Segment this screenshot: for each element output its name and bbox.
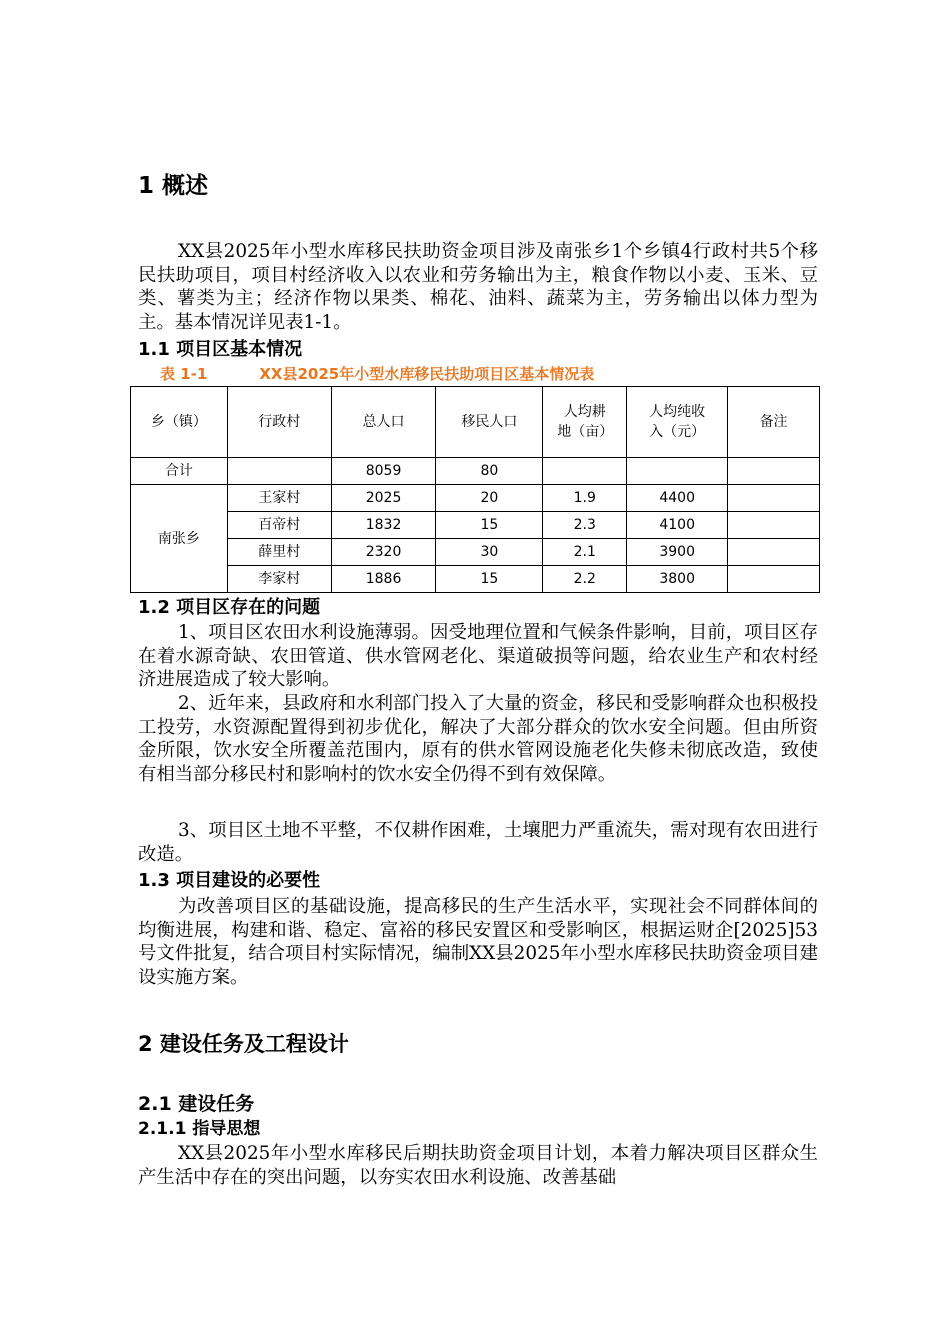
table-cell [227, 458, 331, 485]
section-2-1-heading: 2.1 建设任务 [138, 1093, 255, 1115]
table-header-row [131, 387, 820, 458]
section-1-intro: XX县2025年小型水库移民扶助资金项目涉及南张乡1个乡镇4行政村共5个移民扶助项目，项目村经济收入以农业和劳务输出为主，粮食作物以小麦、玉米、豆类、薯类为主；经济作物以果类、棉花、油料、蔬菜为主，劳务输出以体力型为主。基本情况详见表1-1。 [138, 241, 818, 333]
table-row [131, 512, 820, 539]
table-cell: 薛里村 [227, 539, 331, 566]
table-cell: 3900 [627, 539, 728, 566]
table-cell: 1.9 [543, 485, 627, 512]
table-header-cell: 行政村 [227, 387, 331, 458]
table-header-cell: 乡（镇） [131, 387, 228, 458]
table-cell: 1832 [331, 512, 436, 539]
table-row [131, 485, 820, 512]
table-cell [728, 485, 820, 512]
table-total-row [131, 458, 820, 485]
table-cell [728, 539, 820, 566]
section-1-1-heading: 1.1 项目区基本情况 [138, 339, 303, 360]
table-header-cell: 人均耕地（亩） [543, 387, 627, 458]
table-township-cell: 南张乡 [131, 485, 228, 593]
table-caption-label: 表 1-1 [160, 365, 208, 383]
table-cell [728, 566, 820, 593]
table-cell: 2320 [331, 539, 436, 566]
table-cell: 15 [436, 566, 543, 593]
table-cell: 百帝村 [227, 512, 331, 539]
table-cell: 2025 [331, 485, 436, 512]
section-2-1-1-heading: 2.1.1 指导思想 [138, 1119, 261, 1139]
table-cell: 4400 [627, 485, 728, 512]
table-header-cell: 人均纯收入（元） [627, 387, 728, 458]
section-1-3-heading: 1.3 项目建设的必要性 [138, 870, 321, 891]
table-cell: 4100 [627, 512, 728, 539]
table-cell [728, 458, 820, 485]
table-cell [627, 458, 728, 485]
table-caption-title: XX县2025年小型水库移民扶助项目区基本情况表 [259, 365, 595, 383]
section-1-2-para-2: 2、近年来，县政府和水利部门投入了大量的资金，移民和受影响群众也积极投工投劳，水资源配置得到初步优化，解决了大部分群众的饮水安全问题。但由所资金所限，饮水安全所覆盖范围内，原有的供水管网设施老化失修未彻底改造，致使有相当部分移民村和影响村的饮水安全仍得不到有效保障。 [138, 693, 818, 785]
section-2-1-1-para-1: XX县2025年小型水库移民后期扶助资金项目计划，本着力解决项目区群众生产生活中存在的突出问题，以夯实农田水利设施、改善基础 [138, 1143, 818, 1188]
table-header-cell: 备注 [728, 387, 820, 458]
table-caption [160, 363, 594, 384]
table-row [131, 539, 820, 566]
basic-info-table [130, 386, 820, 593]
section-1-3-para-1: 为改善项目区的基础设施，提高移民的生产生活水平，实现社会不同群体间的均衡进展，构建和谐、稳定、富裕的移民安置区和受影响区，根据运财企[2025]53号文件批复，结合项目村实际情况，编制XX县2025年小型水库移民扶助资金项目建设实施方案。 [138, 896, 818, 988]
table-cell: 15 [436, 512, 543, 539]
section-2-heading: 2 建设任务及工程设计 [138, 1032, 349, 1056]
table-cell [543, 458, 627, 485]
table-cell [728, 512, 820, 539]
table-row [131, 566, 820, 593]
table-cell: 3800 [627, 566, 728, 593]
table-cell: 20 [436, 485, 543, 512]
table-header-cell: 移民人口 [436, 387, 543, 458]
table-cell: 1886 [331, 566, 436, 593]
table-cell: 2.1 [543, 539, 627, 566]
table-cell: 8059 [331, 458, 436, 485]
table-cell: 30 [436, 539, 543, 566]
section-1-heading: 1 概述 [138, 173, 209, 199]
table-cell: 李家村 [227, 566, 331, 593]
section-1-2-para-3: 3、项目区土地不平整，不仅耕作困难，土壤肥力严重流失，需对现有农田进行改造。 [138, 820, 818, 865]
table-cell: 2.2 [543, 566, 627, 593]
table-cell: 2.3 [543, 512, 627, 539]
table-cell: 合计 [131, 458, 228, 485]
section-1-2-para-1: 1、项目区农田水利设施薄弱。因受地理位置和气候条件影响，目前，项目区存在着水源奇缺、农田管道、供水管网老化、渠道破损等问题，给农业生产和农村经济进展造成了较大影响。 [138, 622, 818, 691]
table-cell: 王家村 [227, 485, 331, 512]
section-1-2-heading: 1.2 项目区存在的问题 [138, 597, 321, 618]
table-cell: 80 [436, 458, 543, 485]
table-header-cell: 总人口 [331, 387, 436, 458]
